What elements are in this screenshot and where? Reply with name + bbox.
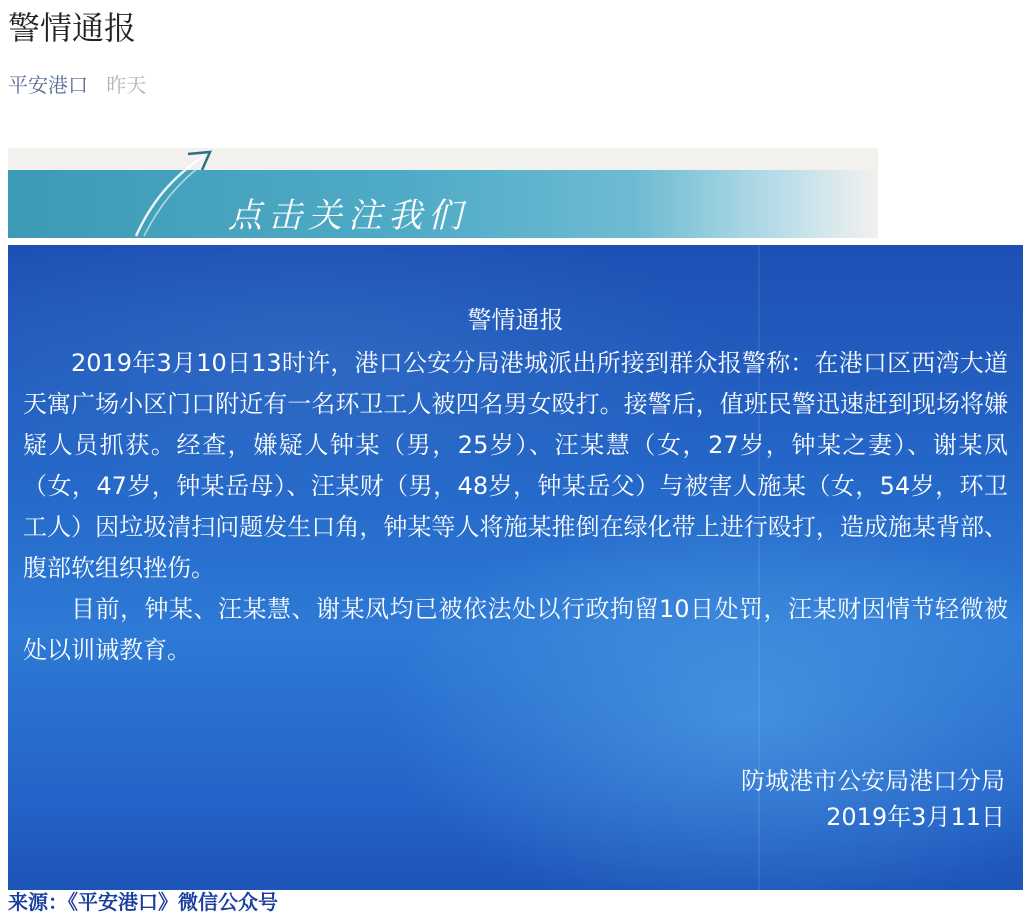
follow-banner[interactable] [8, 148, 878, 238]
notice-body [23, 343, 1008, 671]
article-title: 警情通报 [8, 9, 137, 47]
notice-title: 警情通报 [467, 306, 564, 334]
publish-date: 昨天 [106, 73, 147, 97]
follow-us-label: 点击关注我们 [228, 196, 468, 236]
notice-paragraph: 2019年3月10日13时许，港口公安分局港城派出所接到群众报警称：在港口区西湾大道天寓广场小区门口附近有一名环卫工人被四名男女殴打。接警后，值班民警迅速赶到现场将嫌疑人员抓获。经查，嫌疑人钟某（男，25岁）、汪某慧（女，27岁，钟某之妻）、谢某凤（女，47岁，钟某岳母）、汪某财（男，48岁，钟某岳父）与被害人施某（女，54岁，环卫工人）因垃圾清扫问题发生口角，钟某等人将施某推倒在绿化带上进行殴打，造成施某背部、腹部软组织挫伤。 [23, 349, 1008, 582]
police-notice-image [8, 245, 1023, 890]
signature-date: 2019年3月11日 [826, 803, 1005, 831]
account-name-link[interactable]: 平安港口 [8, 73, 88, 97]
article-meta [8, 70, 146, 100]
swoosh-arrow-icon [126, 148, 226, 238]
notice-paragraph: 目前，钟某、汪某慧、谢某凤均已被依法处以行政拘留10日处罚，汪某财因情节轻微被处以训诫教育。 [23, 595, 1008, 664]
source-line: 来源：《平安港口》微信公众号 [8, 890, 278, 914]
signature-organization: 防城港市公安局港口分局 [741, 767, 1005, 795]
